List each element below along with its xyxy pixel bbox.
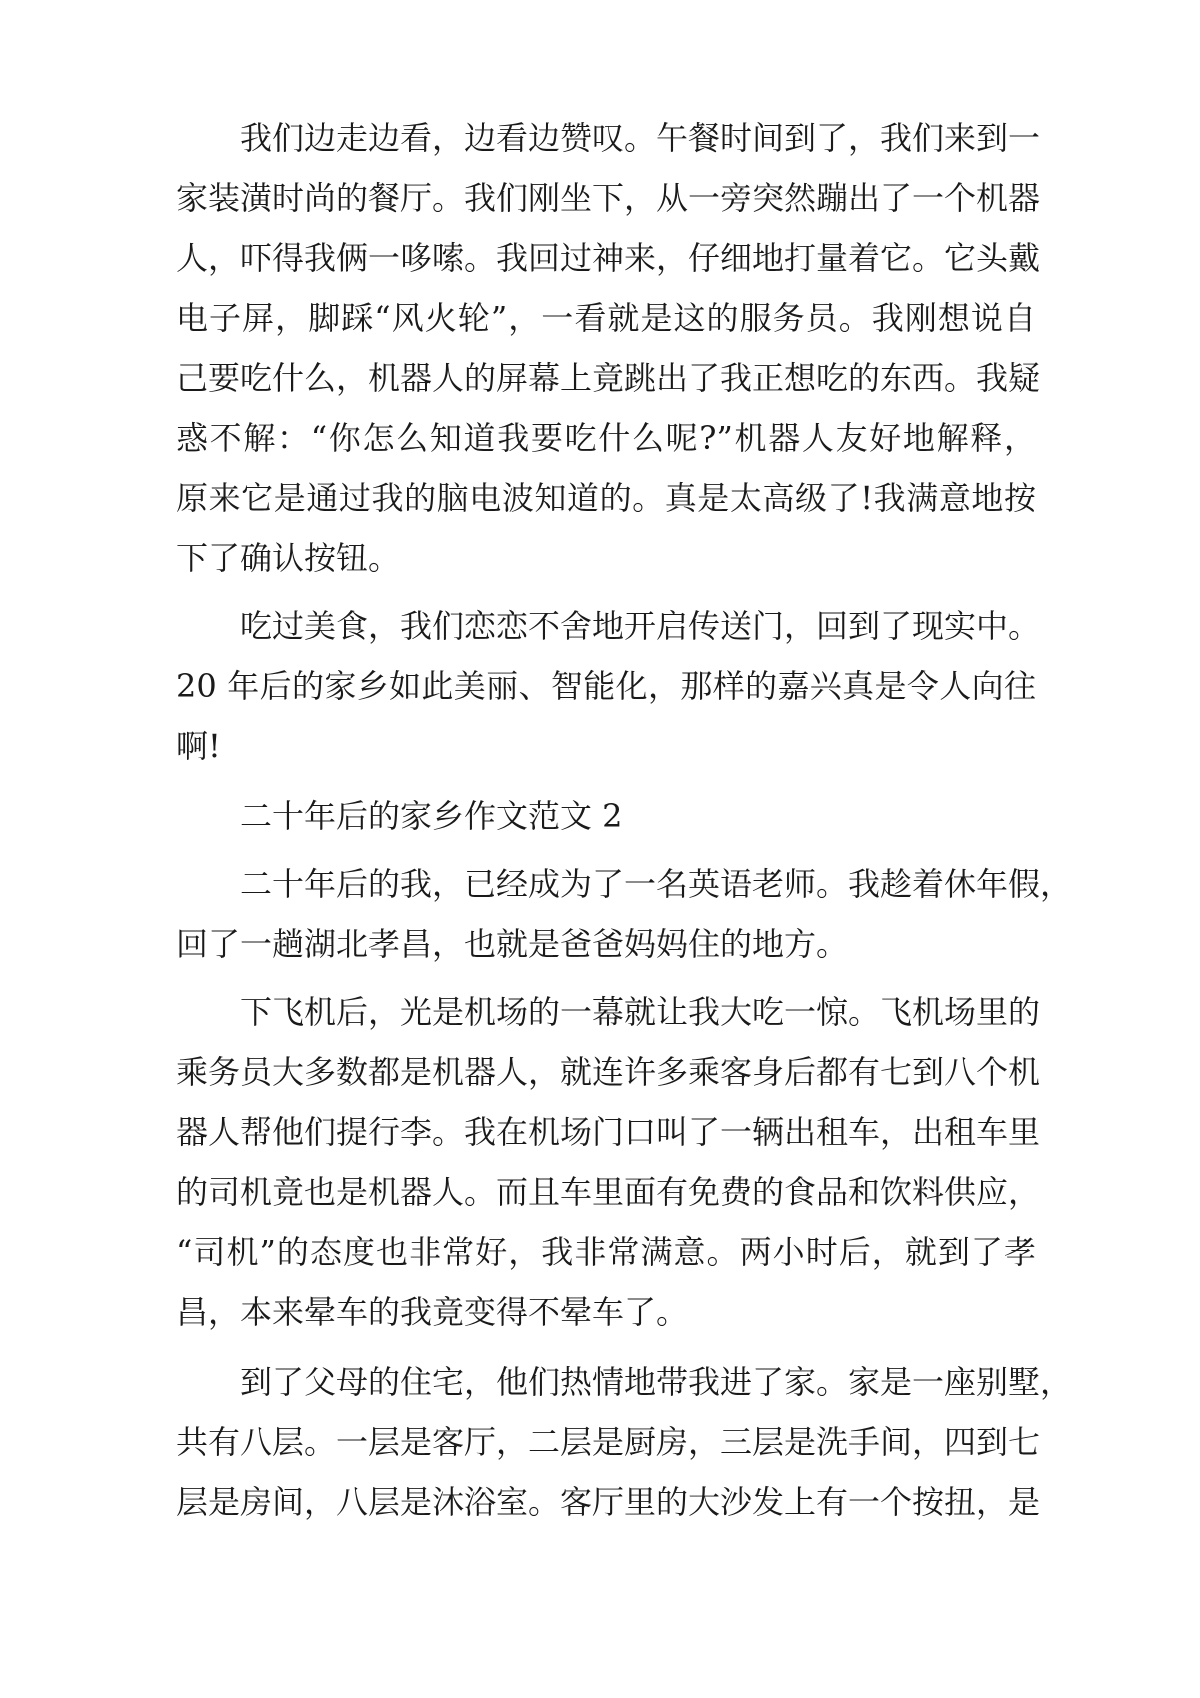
paragraph-line: 回了一趟湖北孝昌，也就是爸爸妈妈住的地方。 (176, 925, 849, 963)
paragraph-line: 层是房间，八层是沐浴室。客厅里的大沙发上有一个按扭，是 (176, 1483, 1041, 1521)
section-heading: 二十年后的家乡作文范文 2 (240, 797, 623, 835)
paragraph-line: 我们边走边看，边看边赞叹。午餐时间到了，我们来到一 (240, 119, 1041, 157)
paragraph-line: 下飞机后，光是机场的一幕就让我大吃一惊。飞机场里的 (240, 993, 1041, 1031)
paragraph-line: 下了确认按钮。 (176, 539, 401, 577)
paragraph-line: 二十年后的我，已经成为了一名英语老师。我趁着休年假， (240, 865, 1073, 903)
paragraph-line: 乘务员大多数都是机器人，就连许多乘客身后都有七到八个机 (176, 1053, 1041, 1091)
paragraph-line: 人，吓得我俩一哆嗦。我回过神来，仔细地打量着它。它头戴 (176, 239, 1041, 277)
paragraph-line: 电子屏，脚踩“风火轮”，一看就是这的服务员。我刚想说自 (176, 299, 1036, 337)
paragraph-line: 家装潢时尚的餐厅。我们刚坐下，从一旁突然蹦出了一个机器 (176, 179, 1041, 217)
paragraph-line: 器人帮他们提行李。我在机场门口叫了一辆出租车，出租车里 (176, 1113, 1041, 1151)
paragraph-line: 惑不解：“你怎么知道我要吃什么呢?”机器人友好地解释， (176, 419, 1036, 457)
paragraph-line: 原来它是通过我的脑电波知道的。真是太高级了!我满意地按 (176, 479, 1036, 517)
paragraph-line: 啊! (176, 727, 221, 765)
paragraph-line: 昌，本来晕车的我竟变得不晕车了。 (176, 1293, 689, 1331)
paragraph-line: 的司机竟也是机器人。而且车里面有免费的食品和饮料供应， (176, 1173, 1041, 1211)
paragraph-line: 到了父母的住宅，他们热情地带我进了家。家是一座别墅， (240, 1363, 1073, 1401)
paragraph-line: “司机”的态度也非常好，我非常满意。两小时后，就到了孝 (176, 1233, 1036, 1271)
paragraph-line: 共有八层。一层是客厅，二层是厨房，三层是洗手间，四到七 (176, 1423, 1041, 1461)
paragraph-line: 吃过美食，我们恋恋不舍地开启传送门，回到了现实中。 (240, 607, 1041, 645)
paragraph-line: 己要吃什么，机器人的屏幕上竟跳出了我正想吃的东西。我疑 (176, 359, 1041, 397)
paragraph-line: 20 年后的家乡如此美丽、智能化，那样的嘉兴真是令人向往 (176, 667, 1036, 705)
